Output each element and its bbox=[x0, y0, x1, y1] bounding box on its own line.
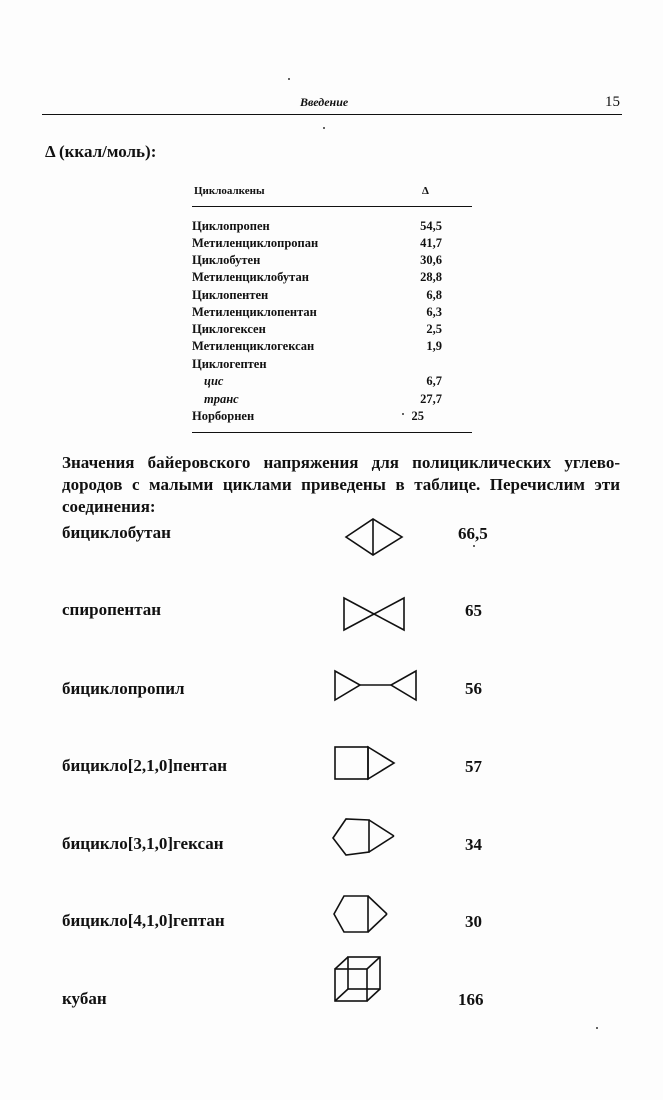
table-cell-value: 6,3 bbox=[426, 305, 442, 319]
table-row bbox=[192, 357, 442, 374]
scan-speck bbox=[473, 545, 475, 547]
bicyclopentane-structure bbox=[334, 746, 396, 780]
scan-speck bbox=[288, 78, 290, 80]
table-cell-value: 25 bbox=[411, 409, 424, 423]
bicyclopropyl-structure bbox=[334, 670, 418, 702]
intro-paragraph bbox=[62, 452, 622, 518]
compound-name: кубан bbox=[62, 989, 107, 1008]
bicycloheptane-structure bbox=[333, 893, 389, 935]
running-header-title: Введение bbox=[300, 95, 349, 109]
bicyclobutane-structure bbox=[344, 517, 404, 557]
compound-value: 30 bbox=[465, 912, 482, 931]
table-cell-value: 2,5 bbox=[426, 322, 442, 336]
table-cell-name: Циклобутен bbox=[192, 253, 261, 267]
table-row bbox=[192, 270, 442, 287]
scan-speck bbox=[402, 413, 404, 415]
paragraph-line: дородов с малыми циклами приведены в таблице. Перечислим эти bbox=[62, 475, 620, 494]
scan-speck bbox=[323, 127, 325, 129]
compound-name: бициклобутан bbox=[62, 523, 171, 542]
table-bottom-rule bbox=[192, 432, 472, 433]
table-cell-value: 6,8 bbox=[426, 288, 442, 302]
table-cell-name: Метиленциклопропан bbox=[192, 236, 319, 250]
table-cell-value: 41,7 bbox=[420, 236, 442, 250]
table-cell-value: 30,6 bbox=[420, 253, 442, 267]
compound-name: бицикло[4,1,0]гептан bbox=[62, 911, 225, 930]
compound-name: бициклопропил bbox=[62, 679, 185, 698]
table-row bbox=[192, 219, 442, 236]
table-row bbox=[192, 409, 432, 426]
table-cell-value: 28,8 bbox=[420, 270, 442, 284]
table-cell-name: Циклогептен bbox=[192, 357, 267, 371]
table-row bbox=[192, 305, 442, 322]
table-cell-value: 6,7 bbox=[426, 374, 442, 388]
table-cell-name: Метиленциклогексан bbox=[192, 339, 315, 353]
compound-value: 56 bbox=[465, 679, 482, 698]
table-cell-value: 54,5 bbox=[420, 219, 442, 233]
table-cell-value: 1,9 bbox=[426, 339, 442, 353]
compound-value: 57 bbox=[465, 757, 482, 776]
table-row bbox=[192, 236, 442, 253]
table-cell-value: 27,7 bbox=[420, 392, 442, 406]
table-cell-name: транс bbox=[204, 392, 239, 406]
table-header-delta: Δ bbox=[422, 185, 429, 197]
table-row bbox=[192, 322, 442, 339]
header-rule bbox=[42, 114, 622, 115]
table-cell-name: цис bbox=[204, 374, 224, 388]
table-row bbox=[192, 339, 442, 356]
table-cell-name: Метиленциклобутан bbox=[192, 270, 309, 284]
table-cell-name: Циклопропен bbox=[192, 219, 270, 233]
paragraph-line: Значения байеровского напряжения для полициклических углево- bbox=[62, 453, 620, 472]
table-cell-name: Циклогексен bbox=[192, 322, 266, 336]
table-header-rule bbox=[192, 206, 472, 207]
table-row bbox=[192, 392, 442, 409]
compound-name: бицикло[3,1,0]гексан bbox=[62, 834, 224, 853]
table-cell-name: Норборнен bbox=[192, 409, 255, 423]
table-row bbox=[192, 288, 442, 305]
table-row bbox=[192, 253, 442, 270]
compound-value: 66,5 bbox=[458, 524, 488, 543]
table-cell-name: Циклопентен bbox=[192, 288, 269, 302]
table-cell-name: Метиленциклопентан bbox=[192, 305, 317, 319]
compound-value: 34 bbox=[465, 835, 482, 854]
page-number: 15 bbox=[605, 94, 620, 110]
spiropentane-structure bbox=[343, 597, 405, 631]
compound-value: 65 bbox=[465, 601, 482, 620]
compound-name: спиропентан bbox=[62, 600, 162, 619]
cubane-structure bbox=[334, 956, 382, 1004]
paragraph-line: соединения: bbox=[62, 497, 156, 516]
compound-value: 166 bbox=[458, 990, 484, 1009]
scan-speck bbox=[596, 1027, 598, 1029]
table-header-name: Циклоалкены bbox=[194, 185, 265, 197]
bicyclohexane-structure bbox=[332, 815, 396, 857]
compound-name: бицикло[2,1,0]пентан bbox=[62, 756, 228, 775]
delta-units-caption: Δ (ккал/моль): bbox=[45, 142, 157, 161]
table-row bbox=[192, 374, 442, 391]
